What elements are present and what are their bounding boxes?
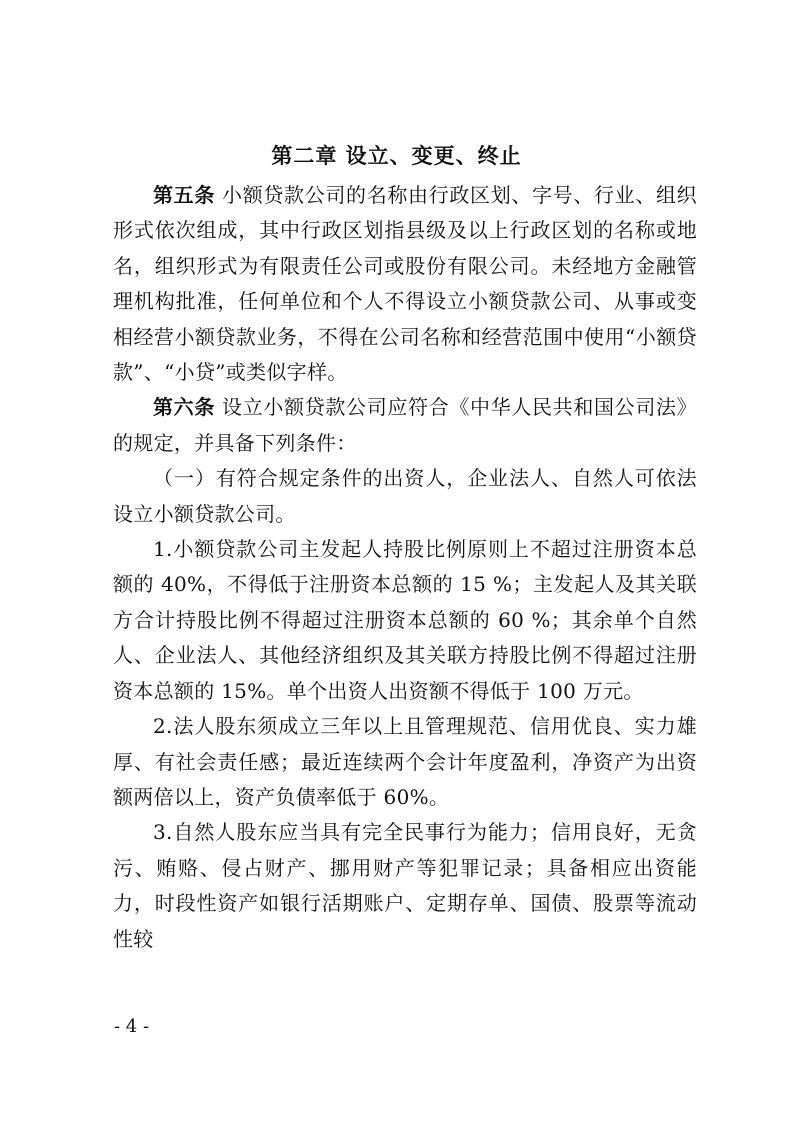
condition-1-item-3: 3.自然人股东应当具有完全民事行为能力；信用良好，无贪污、贿赂、侵占财产、挪用财产等犯罪记录；具备相应出资能力，时段性资产如银行活期账户、定期存单、国债、股票等流动性较: [113, 820, 697, 951]
page-number: - 4 -: [114, 1016, 150, 1037]
document-body: [113, 178, 697, 957]
article-6-text: 设立小额贷款公司应符合《中华人民共和国公司法》的规定，并具备下列条件：: [113, 395, 697, 455]
article-5-text: 小额贷款公司的名称由行政区划、字号、行业、组织形式依次组成，其中行政区划指县级及以上行政区划的名称或地名，组织形式为有限责任公司或股份有限公司。未经地方金融管理机构批准，任何单位和个人不得设立小额贷款公司、从事或变相经营小额贷款业务，不得在公司名称和经营范围中使用“小额贷款”、“小贷”或类似字样。: [113, 183, 697, 385]
article-6-label: 第六条: [153, 395, 215, 420]
condition-1: （一）有符合规定条件的出资人，企业法人、自然人可依法设立小额贷款公司。: [113, 466, 697, 526]
article-5-label: 第五条: [153, 183, 215, 207]
chapter-title: 第二章 设立、变更、终止: [271, 144, 522, 168]
condition-1-item-2: 2.法人股东须成立三年以上且管理规范、信用优良、实力雄厚、有社会责任感；最近连续两个会计年度盈利，净资产为出资额两倍以上，资产负债率低于 60%。: [113, 714, 697, 809]
article-6: [113, 390, 697, 461]
condition-1-item-1: 1.小额贷款公司主发起人持股比例原则上不超过注册资本总额的 40%，不得低于注册资本总额的 15 %；主发起人及其关联方合计持股比例不得超过注册资本总额的 60 %；其余单个自然人、企业法人、其他经济组织及其关联方持股比例不得超过注册资本总额的 15%。单个出资人出资额不得低于 100 万元。: [113, 537, 697, 703]
article-5: [113, 178, 697, 390]
